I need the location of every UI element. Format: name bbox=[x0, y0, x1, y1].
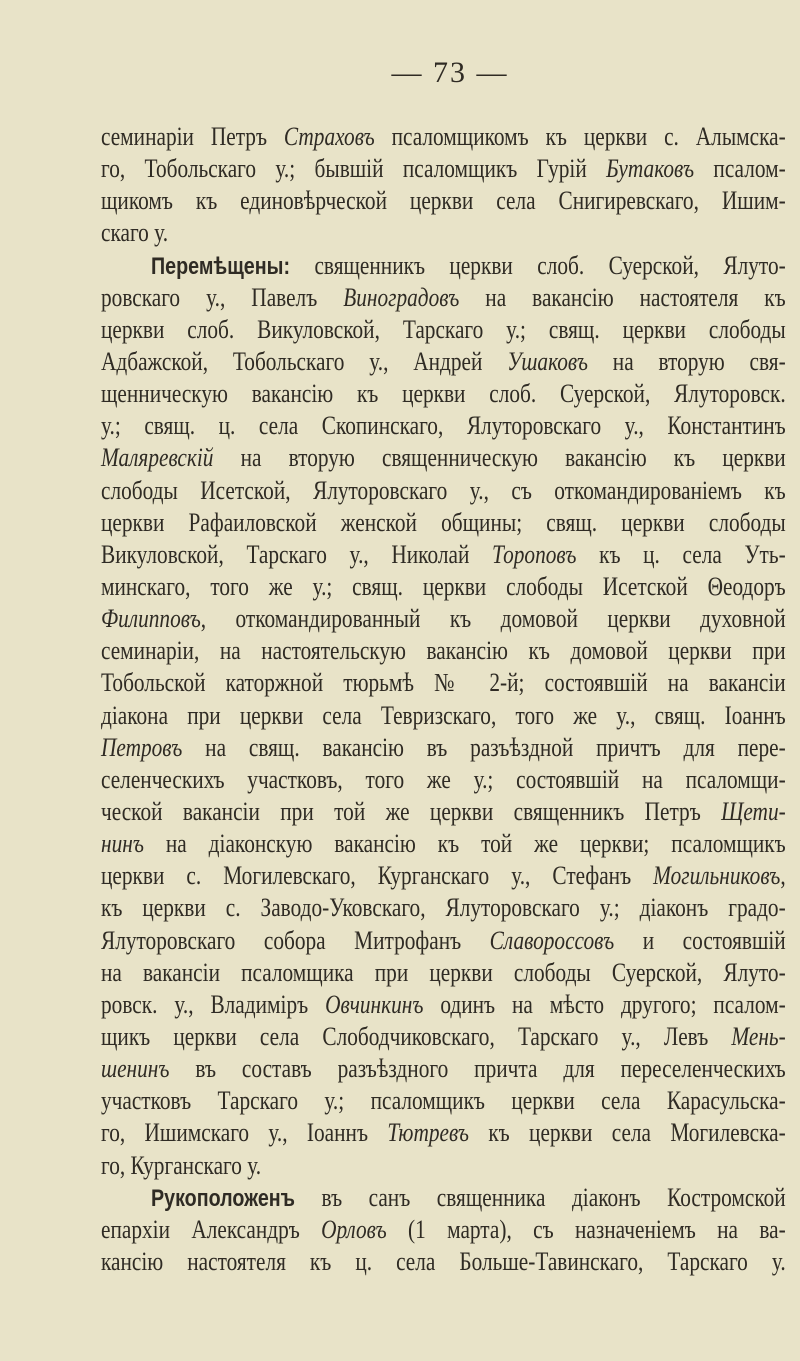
surname-italic: Могильниковъ bbox=[653, 861, 781, 891]
text-line bbox=[101, 989, 786, 1021]
text-run: въ составъ разъѣздного причта для переселенческихъ bbox=[169, 1054, 786, 1084]
text-line bbox=[101, 410, 786, 442]
text-run: церкви слоб. Викуловской, Тарскаго у.; свящ. церкви слободы bbox=[101, 314, 786, 344]
text-line bbox=[101, 1085, 786, 1117]
text-line bbox=[101, 1150, 786, 1182]
text-run: псаломщикомъ къ церкви с. Алымска- bbox=[374, 122, 786, 151]
text-run: щикъ церкви села Слободчиковскаго, Тарскаго у., Левъ bbox=[101, 1021, 732, 1051]
text-run: священникъ церкви слоб. Суерской, Ялуто- bbox=[290, 250, 786, 280]
section-heading: Рукоположенъ bbox=[151, 1184, 296, 1212]
text-line bbox=[101, 185, 786, 217]
text-line bbox=[101, 957, 786, 989]
surname-italic: Бутаковъ bbox=[606, 154, 695, 184]
surname-italic: Щети- bbox=[721, 796, 786, 826]
text-line bbox=[101, 217, 786, 249]
text-run: (1 марта), съ назначеніемъ на ва- bbox=[386, 1214, 786, 1244]
text-run: , откомандированный къ домовой церкви духовной bbox=[200, 604, 786, 634]
text-run: къ церкви села Могилевска- bbox=[469, 1118, 786, 1148]
text-run: Адбажской, Тобольскаго у., Андрей bbox=[101, 346, 508, 376]
text-run: Викуловской, Тарскаго у., Николай bbox=[101, 539, 492, 569]
text-run: на свящ. вакансію въ разъѣздной причтъ для пере- bbox=[182, 732, 786, 762]
text-line bbox=[101, 764, 786, 796]
text-line bbox=[101, 571, 786, 603]
text-line bbox=[101, 1117, 786, 1149]
text-run: и состоявшій bbox=[614, 925, 786, 955]
section-heading: Перемѣщены: bbox=[151, 252, 291, 280]
text-run: ровск. у., Владиміръ bbox=[101, 989, 326, 1019]
body-text bbox=[101, 121, 786, 1278]
text-run: ровскаго у., Павелъ bbox=[101, 282, 344, 312]
text-run: го, Тобольскаго у.; бывшій псаломщикъ Гурій bbox=[101, 154, 607, 184]
text-line bbox=[101, 507, 786, 539]
text-run: діакона при церкви села Тевризскаго, того же у., свящ. Іоаннъ bbox=[101, 700, 786, 730]
text-run: на вторую священническую вакансію къ церкви bbox=[213, 443, 786, 473]
text-run: одинъ на мѣсто другого; псалом- bbox=[423, 989, 786, 1019]
text-run: къ церкви с. Заводо-Уковскаго, Ялуторовскаго у.; діаконъ градо- bbox=[101, 893, 786, 923]
text-line bbox=[101, 892, 786, 924]
surname-italic: Орловъ bbox=[321, 1214, 387, 1244]
text-line bbox=[101, 925, 786, 957]
text-line bbox=[101, 442, 786, 474]
text-line bbox=[101, 667, 786, 699]
text-line bbox=[101, 635, 786, 667]
surname-italic: Мень- bbox=[731, 1021, 786, 1051]
text-run: на вторую свя- bbox=[587, 346, 786, 376]
text-line bbox=[101, 732, 786, 764]
text-line bbox=[101, 700, 786, 732]
text-run: семинаріи Петръ bbox=[101, 122, 284, 151]
text-run: слободы Исетской, Ялуторовскаго у., съ откомандированіемъ къ bbox=[101, 475, 786, 505]
page-number: — 73 — bbox=[391, 56, 509, 89]
surname-italic: нинъ bbox=[101, 829, 144, 859]
text-run: селенческихъ участковъ, того же у.; состоявшій на псаломщи- bbox=[101, 764, 786, 794]
text-run: псалом- bbox=[694, 154, 786, 184]
text-line bbox=[101, 153, 786, 185]
text-run: епархіи Александръ bbox=[101, 1214, 322, 1244]
text-run: минскаго, того же у.; свящ. церкви слободы Исетской Θеодоръ bbox=[101, 571, 786, 601]
text-run: ческой вакансіи при той же церкви священникъ Петръ bbox=[101, 796, 722, 826]
text-line bbox=[101, 1246, 786, 1278]
surname-italic: Тютревъ bbox=[387, 1118, 470, 1148]
text-run: церкви Рафаиловской женской общины; свящ. церкви слободы bbox=[101, 507, 786, 537]
text-run: участковъ Тарскаго у.; псаломщикъ церкви села Карасульска- bbox=[101, 1086, 786, 1116]
surname-italic: Петровъ bbox=[101, 732, 183, 762]
text-run: , bbox=[780, 861, 786, 891]
text-line bbox=[101, 346, 786, 378]
text-run: на вакансіи псаломщика при церкви слободы Суерской, Ялуто- bbox=[101, 957, 786, 987]
surname-italic: Тороповъ bbox=[491, 539, 577, 569]
surname-italic: Филипповъ bbox=[101, 604, 201, 634]
surname-italic: Ушаковъ bbox=[507, 346, 588, 376]
text-line bbox=[101, 828, 786, 860]
surname-italic: Славороссовъ bbox=[489, 925, 615, 955]
text-line bbox=[101, 1182, 786, 1214]
text-run: Ялуторовскаго собора Митрофанъ bbox=[101, 925, 490, 955]
text-run: Тобольской каторжной тюрьмѣ № 2-й; состоявшій на вакансіи bbox=[101, 668, 786, 698]
text-run: на вакансію настоятеля къ bbox=[459, 282, 786, 312]
text-line bbox=[101, 603, 786, 635]
text-run: у.; свящ. ц. села Скопинскаго, Ялуторовскаго у., Константинъ bbox=[101, 411, 786, 441]
text-run: го, Курганскаго у. bbox=[101, 1150, 262, 1180]
text-line bbox=[101, 250, 786, 282]
text-run: на діаконскую вакансію къ той же церкви; псаломщикъ bbox=[143, 829, 786, 859]
text-line bbox=[101, 378, 786, 410]
text-line bbox=[101, 121, 786, 153]
text-run: го, Ишимскаго у., Іоаннъ bbox=[101, 1118, 388, 1148]
text-line bbox=[101, 1053, 786, 1085]
text-line bbox=[101, 282, 786, 314]
surname-italic: шенинъ bbox=[101, 1054, 170, 1084]
text-run: щенническую вакансію къ церкви слоб. Суерской, Ялуторовск. bbox=[101, 379, 786, 409]
surname-italic: Овчинкинъ bbox=[325, 989, 424, 1019]
text-line bbox=[101, 314, 786, 346]
text-run: къ ц. села Уть- bbox=[576, 539, 786, 569]
text-line bbox=[101, 796, 786, 828]
text-run: щикомъ къ единовѣрческой церкви села Снигиревскаго, Ишим- bbox=[101, 186, 786, 216]
text-run: семинаріи, на настоятельскую вакансію къ домовой церкви при bbox=[101, 636, 786, 666]
surname-italic: Виноградовъ bbox=[343, 282, 460, 312]
text-line bbox=[101, 539, 786, 571]
text-run: скаго у. bbox=[101, 218, 169, 248]
text-line bbox=[101, 860, 786, 892]
text-line bbox=[101, 1021, 786, 1053]
text-run: въ санъ священника діаконъ Костромской bbox=[295, 1182, 786, 1212]
surname-italic: Маляревскій bbox=[101, 443, 214, 473]
text-line bbox=[101, 1214, 786, 1246]
text-line bbox=[101, 475, 786, 507]
text-run: кансію настоятеля къ ц. села Больше-Тавинскаго, Тарскаго у. bbox=[101, 1246, 786, 1276]
surname-italic: Страховъ bbox=[283, 122, 375, 151]
text-run: церкви с. Могилевскаго, Курганскаго у., Стефанъ bbox=[101, 861, 654, 891]
